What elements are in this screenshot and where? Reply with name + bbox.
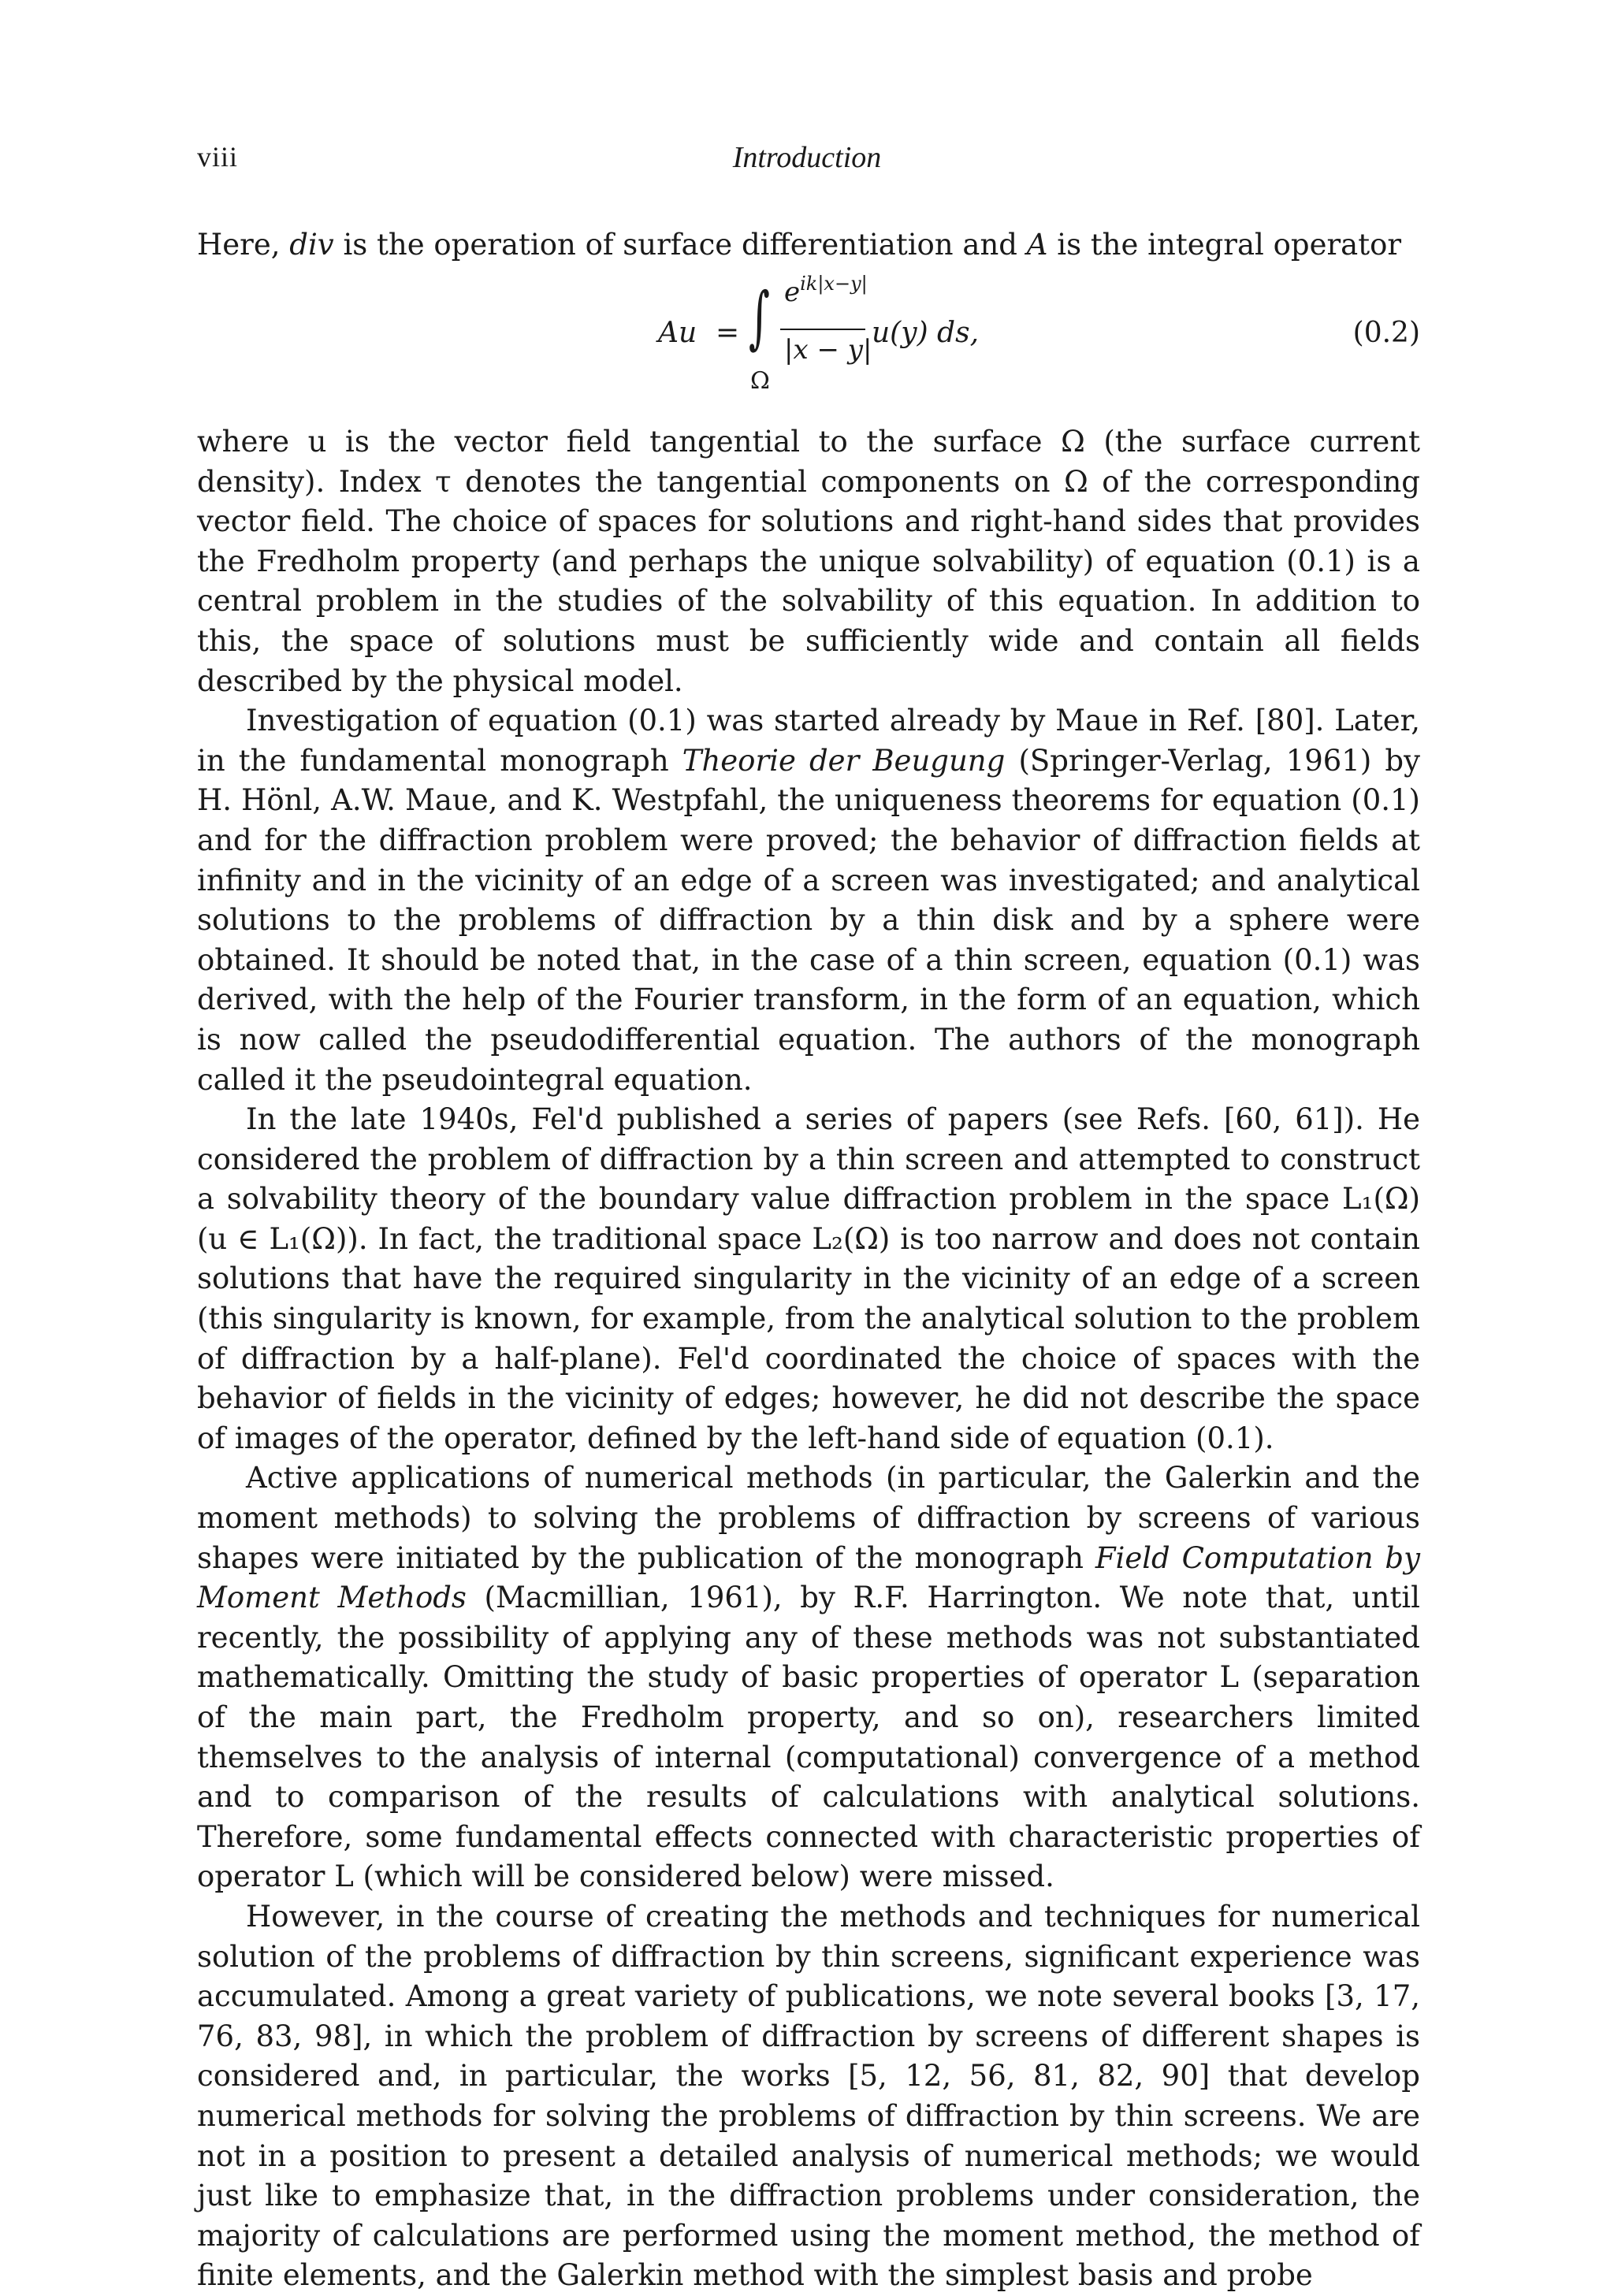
integral-domain: Ω <box>750 367 770 395</box>
intro-sentence <box>197 225 1420 266</box>
fraction-denominator: |x − y| <box>784 334 872 366</box>
operator-a-symbol: A <box>1026 228 1048 262</box>
page-number: viii <box>197 141 239 173</box>
paragraph-2 <box>197 701 1420 1100</box>
paragraph-1: where u is the vector field tangential to the surface Ω (the surface current density). Index τ denotes the tangential components on Ω of the corresponding vector field. The choice of spaces for solutions and right-hand sides that provides the Fredholm property (and perhaps the unique solvability) of equation (0.1) is a central problem in the studies of the solvability of this equation. In addition to this, the space of solutions must be sufficiently wide and contain all fields described by the physical model. <box>197 425 1420 698</box>
paragraph-5: However, in the course of creating the methods and techniques for numerical solution of the problems of diffraction by thin screens, significant experience was accumulated. Among a great variety of publications, we note several books [3, 17, 76, 83, 98], in which the problem of diffraction by screens of different shapes is considered and, in particular, the works [5, 12, 56, 81, 82, 90] that develop numerical methods for solving the problems of diffraction by thin screens. We are not in a position to present a detailed analysis of numerical methods; we would just like to emphasize that, in the diffraction problems under consideration, the majority of calculations are performed using the moment method, the method of finite elements, and the Galerkin method with the simplest basis and probe <box>197 1899 1420 2293</box>
running-title: Introduction <box>732 141 882 174</box>
paragraph-4-text-a: Active applications of numerical methods (in particular, the Galerkin and the moment methods) to solving the problems of diffraction by screens of various shapes were initiated by the publication of the monograph <box>197 1461 1420 1575</box>
book-title-beugung: Theorie der Beugung <box>682 743 1006 778</box>
paragraph-2-text-b: (Springer-Verlag, 1961) by H. Hönl, A.W. Maue, and K. Westpfahl, the uniqueness theorems for equation (0.1) and for the diffraction problem were proved; the behavior of diffraction fields at infinity and in the vicinity of an edge of a screen was investigated; and analytical solutions to the problems of diffraction by a thin disk and by a sphere were obtained. It should be noted that, in the case of a thin screen, equation (0.1) was derived, with the help of the Fourier transform, in the form of an equation, which is now called the pseudodifferential equation. The authors of the monograph called it the pseudointegral equation. <box>197 743 1420 1097</box>
equation-0-2 <box>197 268 1420 410</box>
equation-lhs: Au <box>658 317 697 349</box>
book-title-field-computation: Field Computation by Moment Methods <box>197 1540 1420 1615</box>
paragraph-3: In the late 1940s, Fel'd published a series of papers (see Refs. [60, 61]). He considered the problem of diffraction by a thin screen and attempted to construct a solvability theory of the boundary value diffraction problem in the space L₁(Ω) (u ∈ L₁(Ω)). In fact, the traditional space L₂(Ω) is too narrow and does not contain solutions that have the required singularity in the vicinity of an edge of a screen (this singularity is known, for example, from the analytical solution to the problem of diffraction by a half-plane). Fel'd coordinated the choice of spaces with the behavior of fields in the vicinity of edges; however, he did not describe the space of images of the operator, defined by the left-hand side of equation (0.1). <box>197 1102 1420 1455</box>
intro-text-2: is the operation of surface differentiation and <box>333 228 1027 262</box>
intro-text-1: Here, <box>197 228 290 262</box>
paragraph-4-text-b: (Macmillian, 1961), by R.F. Harrington. We note that, until recently, the possibility of applying any of these methods was not substantiated mathematically. Omitting the study of basic properties of operator L (separation of the main part, the Fredholm property, and so on), researchers limited themselves to the analysis of internal (computational) convergence of a method and to comparison of the results of calculations with analytical solutions. Therefore, some fundamental effects connected with characteristic properties of operator L (which will be considered below) were missed. <box>197 1581 1420 1894</box>
equation-number: (0.2) <box>1352 317 1420 349</box>
fraction-bar <box>780 329 865 330</box>
equation-equals: = <box>716 317 740 349</box>
div-symbol: div <box>289 228 334 262</box>
paragraph-4 <box>197 1458 1420 1897</box>
main-text <box>197 422 1420 2296</box>
integral-sign: ∫ <box>749 278 770 357</box>
intro-text-3: is the integral operator <box>1047 228 1402 262</box>
numerator-exponent: ik|x−y| <box>800 273 868 295</box>
equation-integrand-rest: u(y) ds, <box>872 317 980 349</box>
running-head <box>197 140 1417 188</box>
fraction-numerator <box>784 273 868 308</box>
paragraph-2-text-a: Investigation of equation (0.1) was started already by Maue in Ref. [80]. Later, in the fundamental monograph <box>197 704 1420 778</box>
numerator-base: e <box>784 277 801 308</box>
